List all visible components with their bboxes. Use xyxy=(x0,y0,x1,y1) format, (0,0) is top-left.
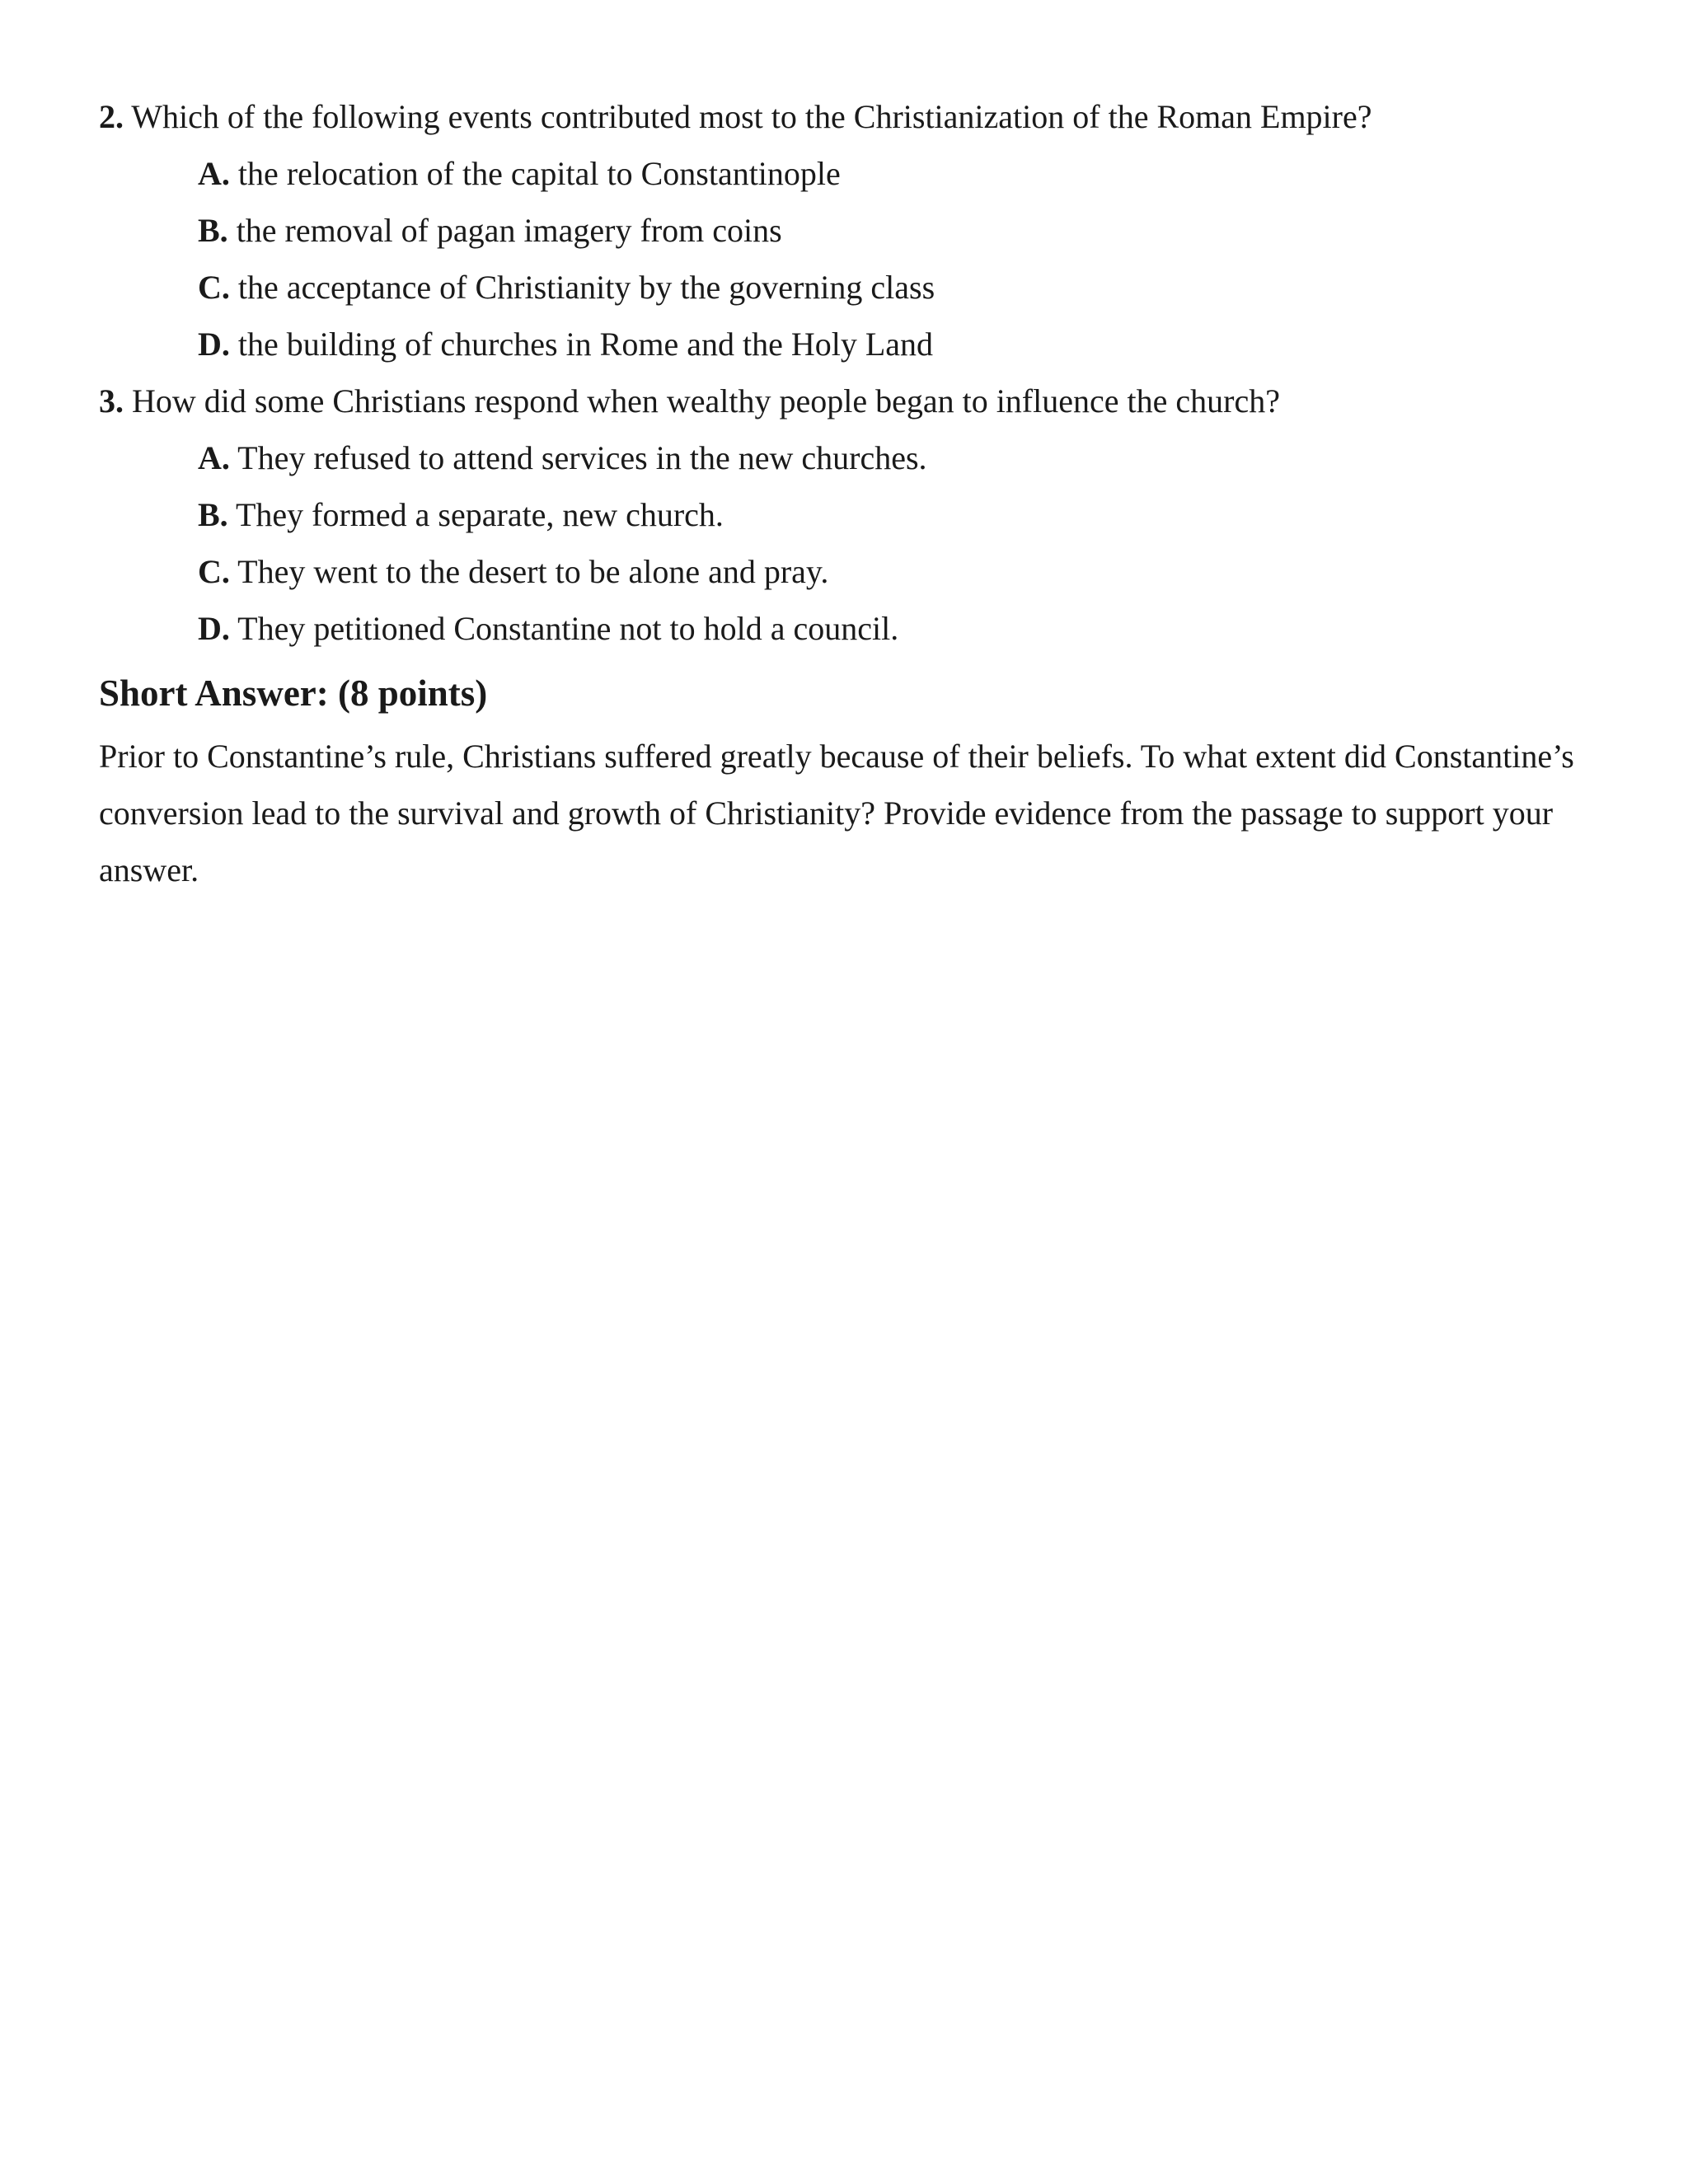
option-text: the relocation of the capital to Constantinople xyxy=(237,155,841,192)
question-3-option-b xyxy=(198,495,724,535)
option-letter: D. xyxy=(198,610,230,647)
question-3-option-a xyxy=(198,438,927,478)
option-letter: D. xyxy=(198,326,230,363)
question-number: 2. xyxy=(99,98,124,135)
option-letter: B. xyxy=(198,212,228,249)
question-3-option-c xyxy=(198,552,828,592)
question-2-option-a xyxy=(198,154,841,194)
option-letter: C. xyxy=(198,553,230,590)
question-2-option-d xyxy=(198,325,933,364)
option-letter: A. xyxy=(198,439,230,476)
option-text: the removal of pagan imagery from coins xyxy=(236,212,782,249)
option-text: the acceptance of Christianity by the governing class xyxy=(237,269,935,306)
option-text: They refused to attend services in the new churches. xyxy=(237,439,927,476)
question-3-option-d xyxy=(198,609,898,649)
option-letter: A. xyxy=(198,155,230,192)
option-text: They petitioned Constantine not to hold a council. xyxy=(237,610,899,647)
question-text: Which of the following events contributed most to the Christianization of the Roman Empire? xyxy=(131,98,1372,135)
short-answer-prompt: Prior to Constantine’s rule, Christians suffered greatly because of their beliefs. To what extent did Constantine’s conversion lead to the survival and growth of Christianity? Provide evidence from the passage to support your answer. xyxy=(99,738,1574,888)
short-answer-heading: Short Answer: (8 points) xyxy=(99,673,488,714)
option-text: They went to the desert to be alone and pray. xyxy=(237,553,829,590)
question-3 xyxy=(99,382,1280,421)
question-2-option-c xyxy=(198,268,935,307)
option-text: They formed a separate, new church. xyxy=(235,496,724,533)
option-letter: C. xyxy=(198,269,230,306)
option-letter: B. xyxy=(198,496,228,533)
question-2-option-b xyxy=(198,211,782,251)
question-2 xyxy=(99,97,1372,137)
option-text: the building of churches in Rome and the Holy Land xyxy=(237,326,934,363)
question-number: 3. xyxy=(99,382,124,419)
question-text: How did some Christians respond when wealthy people began to influence the church? xyxy=(132,382,1280,419)
